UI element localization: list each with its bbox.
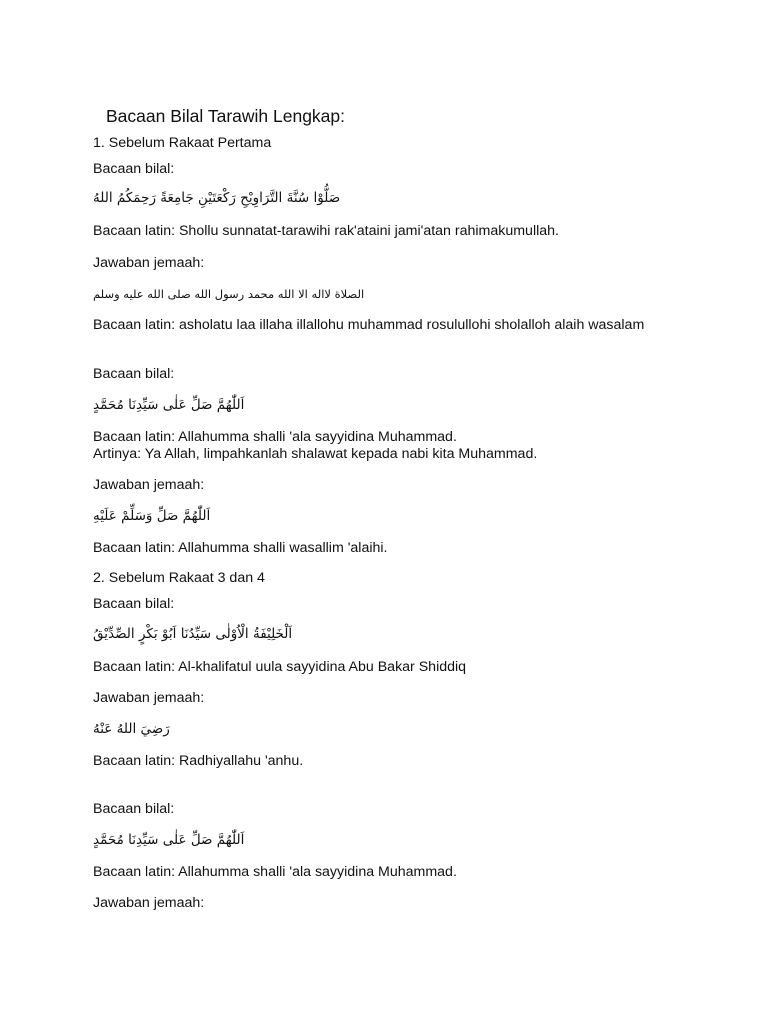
latin-text-2: Bacaan latin: asholatu laa illaha illallohu muhammad rosulullohi sholalloh alaih wasalam bbox=[93, 317, 645, 333]
jemaah-label: Jawaban jemaah: bbox=[93, 477, 205, 493]
translation-text-3: Artinya: Ya Allah, limpahkanlah shalawat kepada nabi kita Muhammad. bbox=[93, 446, 538, 462]
jemaah-label: Jawaban jemaah: bbox=[93, 895, 205, 911]
jemaah-label: Jawaban jemaah: bbox=[93, 690, 205, 706]
section-heading-2: 2. Sebelum Rakaat 3 dan 4 bbox=[93, 570, 265, 586]
latin-text-4: Bacaan latin: Allahumma shalli wasallim 'alaihi. bbox=[93, 540, 388, 556]
arabic-text-4: اَللّٰهُمَّ صَلِّ وَسَلِّمْ عَلَيْهِ bbox=[93, 508, 211, 524]
bilal-label: Bacaan bilal: bbox=[93, 161, 175, 177]
bilal-label: Bacaan bilal: bbox=[93, 801, 175, 817]
latin-text-1: Bacaan latin: Shollu sunnatat-tarawihi rak'ataini jami'atan rahimakumullah. bbox=[93, 223, 559, 239]
latin-text-7: Bacaan latin: Allahumma shalli 'ala sayyidina Muhammad. bbox=[93, 864, 457, 880]
arabic-text-2: الصلاة لااله الا الله محمد رسول الله صلى الله عليه وسلم bbox=[93, 287, 365, 301]
bilal-label: Bacaan bilal: bbox=[93, 366, 175, 382]
latin-text-5: Bacaan latin: Al-khalifatul uula sayyidina Abu Bakar Shiddiq bbox=[93, 659, 467, 675]
page-title: Bacaan Bilal Tarawih Lengkap: bbox=[106, 106, 346, 126]
jemaah-label: Jawaban jemaah: bbox=[93, 255, 205, 271]
arabic-text-1: صَلُّوْا سُنَّةَ التَّرَاوِيْحِ رَكْعَتَيْنِ جَامِعَةً رَحِمَكُمُ اللهُ bbox=[93, 190, 341, 206]
section-heading-1: 1. Sebelum Rakaat Pertama bbox=[93, 135, 272, 151]
arabic-text-3: اَللّٰهُمَّ صَلِّ عَلٰى سَيِّدِنَا مُحَمَّدٍ bbox=[93, 397, 245, 413]
latin-text-6: Bacaan latin: Radhiyallahu 'anhu. bbox=[93, 753, 304, 769]
arabic-text-5: اَلْخَلِيْفَةُ الْاُوْلٰى سَيِّدُنَا اَبُوْ بَكْرٍ الصِّدِّيْقُ bbox=[93, 626, 293, 642]
arabic-text-7: اَللّٰهُمَّ صَلِّ عَلٰى سَيِّدِنَا مُحَمَّدٍ bbox=[93, 832, 245, 848]
arabic-text-6: رَضِيَ اللهُ عَنْهُ bbox=[93, 721, 170, 737]
latin-text-3: Bacaan latin: Allahumma shalli 'ala sayyidina Muhammad. bbox=[93, 429, 457, 445]
bilal-label: Bacaan bilal: bbox=[93, 596, 175, 612]
